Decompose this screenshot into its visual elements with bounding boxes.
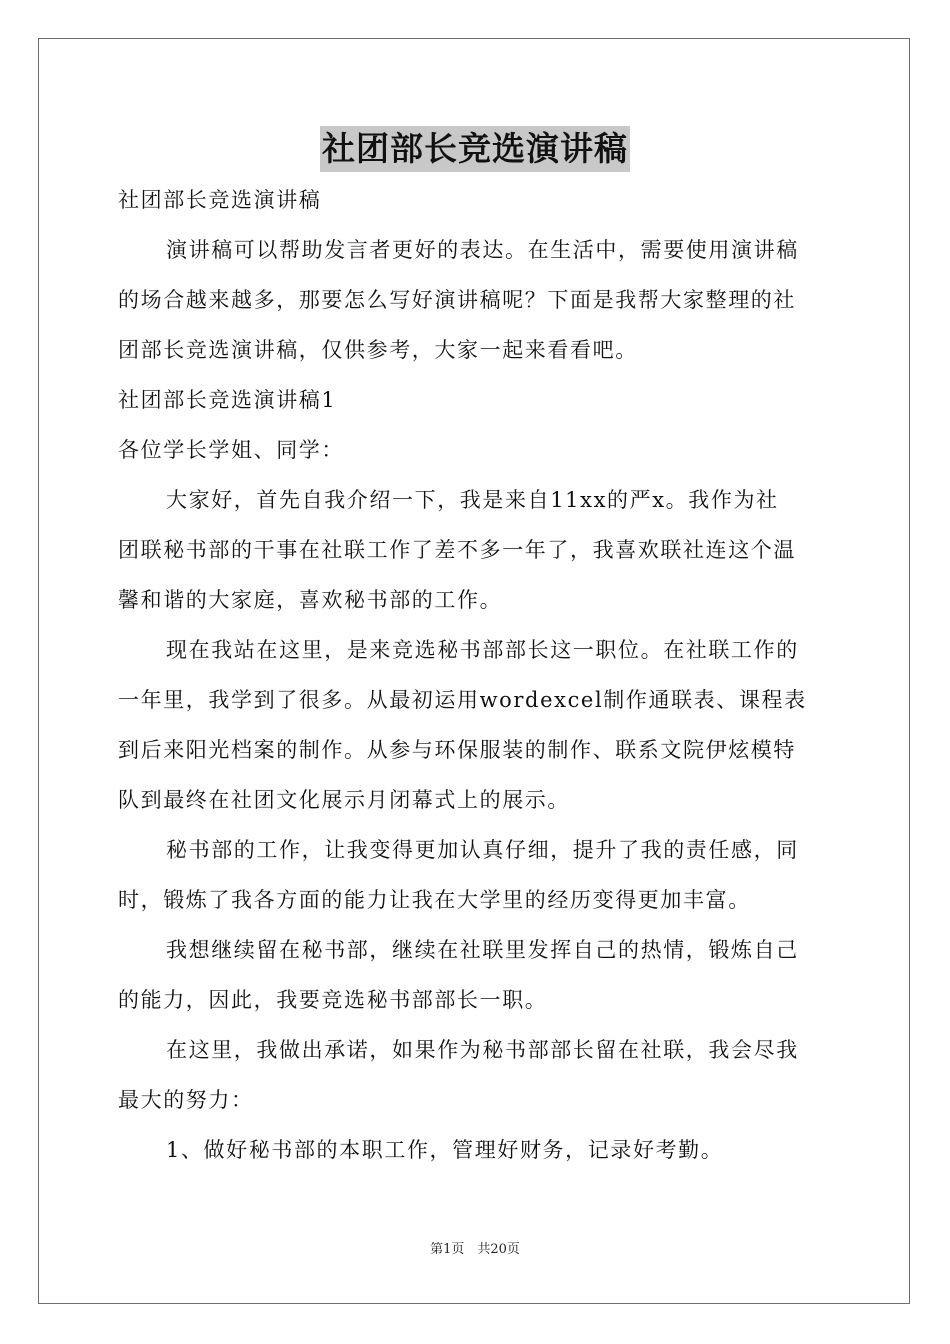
text-line: 我想继续留在秘书部，继续在社联里发挥自己的热情，锻炼自己 — [166, 938, 799, 962]
text-line: 在这里，我做出承诺，如果作为秘书部部长留在社联，我会尽我 — [166, 1038, 799, 1062]
text-line: 社团部长竞选演讲稿1 — [118, 388, 337, 412]
text-line: 秘书部的工作，让我变得更加认真仔细，提升了我的责任感，同 — [166, 838, 799, 862]
page-number: 第1页 共20页 — [430, 1242, 520, 1257]
text-line: 的场合越来越多，那要怎么写好演讲稿呢？下面是我帮大家整理的社 — [118, 288, 796, 312]
title-block — [0, 126, 950, 172]
text-line: 演讲稿可以帮助发言者更好的表达。在生活中，需要使用演讲稿 — [166, 238, 799, 262]
text-line: 团部长竞选演讲稿，仅供参考，大家一起来看看吧。 — [118, 338, 638, 362]
text-line: 一年里，我学到了很多。从最初运用wordexcel制作通联表、课程表 — [118, 688, 807, 712]
document-title: 社团部长竞选演讲稿 — [320, 126, 630, 172]
text-line: 社团部长竞选演讲稿 — [118, 188, 322, 212]
text-line: 大家好，首先自我介绍一下，我是来自11xx的严x。我作为社 — [166, 488, 779, 512]
text-line: 各位学长学姐、同学： — [118, 438, 344, 462]
text-line: 馨和谐的大家庭，喜欢秘书部的工作。 — [118, 588, 503, 612]
text-line: 团联秘书部的干事在社联工作了差不多一年了，我喜欢联社连这个温 — [118, 538, 796, 562]
text-line: 最大的努力： — [118, 1088, 254, 1112]
text-line: 到后来阳光档案的制作。从参与环保服装的制作、联系文院伊炫模特 — [118, 738, 796, 762]
document-body — [118, 178, 834, 1178]
page-footer — [0, 1238, 950, 1257]
text-line: 队到最终在社团文化展示月闭幕式上的展示。 — [118, 788, 570, 812]
text-line: 1、做好秘书部的本职工作，管理好财务，记录好考勤。 — [166, 1138, 724, 1162]
text-line: 时，锻炼了我各方面的能力让我在大学里的经历变得更加丰富。 — [118, 888, 751, 912]
text-line: 现在我站在这里，是来竞选秘书部部长这一职位。在社联工作的 — [166, 638, 799, 662]
text-line: 的能力，因此，我要竞选秘书部部长一职。 — [118, 988, 548, 1012]
